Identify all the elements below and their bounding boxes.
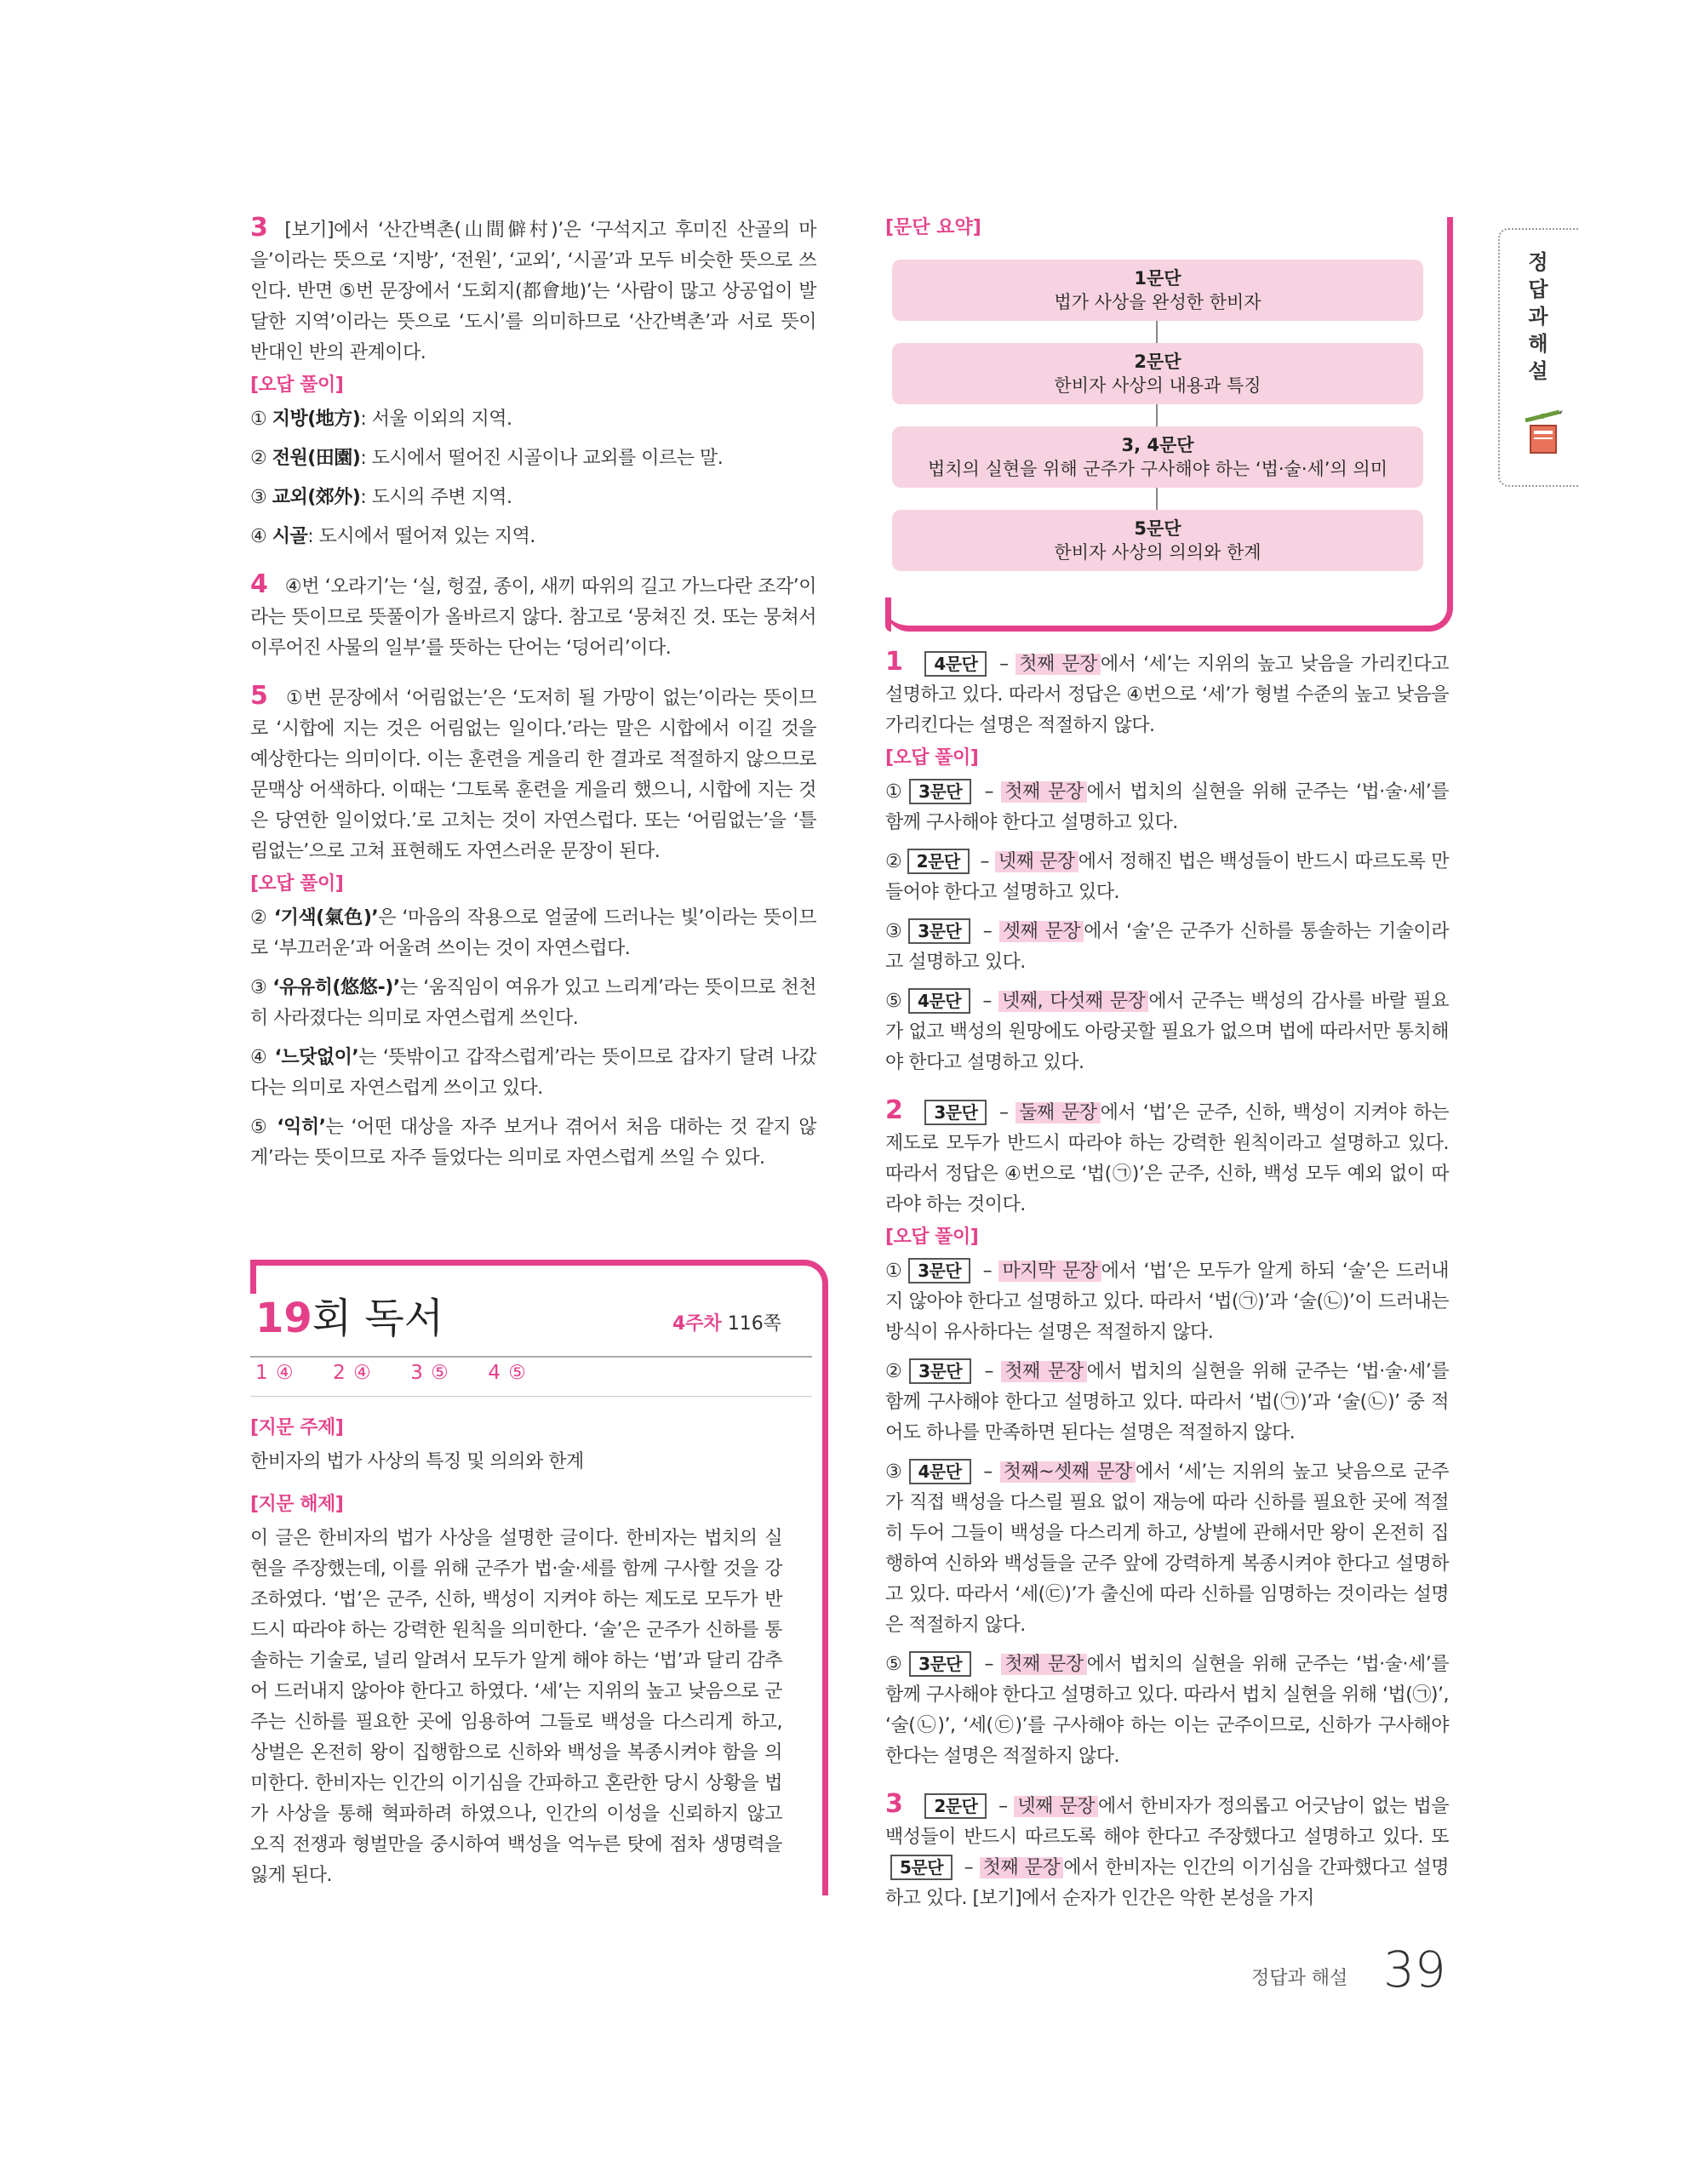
wrong-answer-item [250,404,816,435]
choice-number: ② [250,448,267,469]
term: 지방(地方) [272,409,361,430]
section-title: 회 독서 [312,1295,444,1342]
question-text: 에서 한비자는 인간의 이기심을 간파했다고 설명하고 있다. [보기]에서 순자가 인간은 악한 본성을 가지 [885,1857,1449,1909]
question-number: 3 [885,1789,903,1819]
summary-box-text: 법가 사상을 완성한 한비자 [1054,292,1262,312]
wrong-answer-label: [오답 풀이] [885,747,979,769]
sentence-highlight: 마지막 문장 [998,1261,1101,1282]
divider [250,1396,812,1397]
question-text: 에서 ‘세’는 지위의 높고 낮음을 가리킨다고 설명하고 있다. 따라서 정답은 ④번으로 ‘세’가 형벌 수준의 높고 낮음을 가리킨다는 설명은 적절하지 않다. [885,654,1449,736]
question-number: 2 [885,1095,903,1125]
summary-box [892,260,1423,321]
choice-number: ② [885,851,902,872]
wrong-answer-item [250,443,816,474]
sentence-highlight: 첫째~셋째 문장 [1000,1461,1136,1483]
item-text: 에서 ‘술’은 군주가 신하를 통솔하는 기술이라고 설명하고 있다. [885,921,1449,973]
summary-box-title: 2문단 [1134,352,1181,372]
wrong-answer-item: ② 2문단 – 넷째 문장 에서 정해진 법은 백성들이 반드시 따르도록 만들어야 한다고 설명하고 있다. [885,847,1449,908]
term-description: : 서울 이외의 지역. [360,409,512,430]
wrong-answer-item: ③ 3문단 – 셋째 문장 에서 ‘술’은 군주가 신하를 통솔하는 기술이라고 설명하고 있다. [885,917,1449,978]
paragraph-tag: 3문단 [908,1258,970,1284]
book-pencil-icon [1522,407,1563,455]
summary-box [892,343,1423,404]
question-text: ④번 ‘오라기’는 ‘실, 헝겊, 종이, 새끼 따위의 길고 가느다란 조각’이라는 뜻이므로 뜻풀이가 올바르지 않다. 참고로 ‘뭉쳐진 것. 또는 뭉쳐서 이루어진 사물의 일부’를 뜻하는 단어는 ‘덩어리’이다. [250,576,816,659]
question-2-explanation: 2 3문단 – 둘째 문장 에서 ‘법’은 군주, 신하, 백성이 지켜야 하는 제도로 모두가 반드시 따라야 하는 강력한 원칙이라고 설명하고 있다. 따라서 정답은 ④번으로 ‘법(㉠)’은 군주, 신하, 백성 모두 예외 없이 따라야 하는 것이다. [오답 풀이] ① 3문단 – 마지막 문장 에서 ‘법’은 모두가 알게 하되 ‘술’은 드러내지 않아야 한다고 설명하고 있다. 따라서 ‘법(㉠)’과 ‘술(㉡)’이 드러내는 방식이 유사하다는 설명은 적절하지 않다. ② 3문단 – 첫째 문장 에서 법치의 실현을 위해 군주는 ‘법·술·세’를 함께 구사해야 한다고 설명하고 있다. 따라서 ‘법(㉠)’과 ‘술(㉡)’ 중 적어도 하나를 만족하면 된다는 설명은 적절하지 않다. ③ 4문단 – 첫째~셋째 문장 에서 ‘세’는 지위의 높고 낮음으로 군주가 직접 백성을 다스릴 필요 없이 재능에 따라 신하를 필요한 곳에 적절히 두어 그들이 백성을 다스리게 하고, 상벌에 관해서만 왕이 온전히 집행하여 신하와 백성들을 군주 앞에 강력하게 복종시켜야 한다고 설명하고 있다. 따라서 ‘세(㉢)’가 출신에 따라 신하를 임명하는 것이라는 설명은 적절하지 않다. ⑤ 3문단 – 첫째 문장 에서 법치의 실현을 위해 군주는 ‘법·술·세’를 함께 구사해야 한다고 설명하고 있다. 따라서 법치 실현을 위해 ‘법(㉠)’, ‘술(㉡)’, ‘세(㉢)’를 구사해야 하는 이는 군주이므로, 신하가 구사해야 한다는 설명은 적절하지 않다. [885,1095,1449,1772]
term-description: : 도시에서 떨어져 있는 지역. [307,526,535,547]
section-number: 19 [255,1295,312,1342]
summary-box [892,426,1423,488]
paragraph-tag: 3문단 [908,918,970,944]
wrong-answer-item [250,1112,816,1174]
question-number: 1 [885,647,903,677]
connector-line [1156,404,1158,426]
paragraph-tag: 2문단 [924,1793,987,1819]
choice-number: ② [885,1361,905,1382]
sentence-highlight: 넷째, 다섯째 문장 [998,991,1148,1012]
right-column [885,647,1449,1931]
summary-label: [문단 요약] [885,217,981,238]
term: 시골 [272,526,308,547]
term-description: 는 ‘어떤 대상을 자주 보거나 겪어서 처음 대하는 것 같지 않게’라는 뜻이므로 자주 들었다는 의미로 자연스럽게 쓰일 수 있다. [250,1117,816,1169]
question-1-explanation: 1 4문단 – 첫째 문장 에서 ‘세’는 지위의 높고 낮음을 가리킨다고 설명하고 있다. 따라서 정답은 ④번으로 ‘세’가 형벌 수준의 높고 낮음을 가리킨다는 설명은 적절하지 않다. [오답 풀이] ① 3문단 – 첫째 문장 에서 법치의 실현을 위해 군주는 ‘법·술·세’를 함께 구사해야 한다고 설명하고 있다. ② 2문단 – 넷째 문장 에서 정해진 법은 백성들이 반드시 따르도록 만들어야 한다고 설명하고 있다. ③ 3문단 – 셋째 문장 에서 ‘술’은 군주가 신하를 통솔하는 기술이라고 설명하고 있다. ⑤ 4문단 – 넷째, 다섯째 문장 에서 군주는 백성의 감사를 바랄 필요가 없고 백성의 원망에도 아랑곳할 필요가 없으며 법에 따라서만 통치해야 한다고 설명하고 있다. [885,647,1449,1078]
question-4-explanation [250,569,816,664]
term-description: 는 ‘뜻밖이고 갑작스럽게’라는 뜻이므로 갑자기 달려 나갔다는 의미로 자연스럽게 쓰이고 있다. [250,1047,816,1099]
page-reference: 116쪽 [727,1313,782,1335]
sentence-highlight: 첫째 문장 [1001,781,1086,803]
paragraph-tag: 3문단 [924,1100,987,1125]
question-number: 3 [250,213,268,243]
question-number: 4 [250,569,268,599]
wrong-answer-item [250,1043,816,1104]
choice-number: ① [885,781,905,803]
section-19-heading [255,1285,443,1344]
question-text: 에서 ‘법’은 군주, 신하, 백성이 지켜야 하는 제도로 모두가 반드시 따라야 하는 강력한 원칙이라고 설명하고 있다. 따라서 정답은 ④번으로 ‘법(㉠)’은 군주, 신하, 백성 모두 예외 없이 따라야 하는 것이다. [885,1102,1449,1215]
item-text: 에서 법치의 실현을 위해 군주는 ‘법·술·세’를 함께 구사해야 한다고 설명하고 있다. 따라서 ‘법(㉠)’과 ‘술(㉡)’ 중 적어도 하나를 만족하면 된다는 설명은 적절하지 않다. [885,1361,1449,1444]
page-number: 39 [1383,1941,1446,1998]
summary-box-title: 3, 4문단 [1121,435,1194,455]
analysis-text: 이 글은 한비자의 법가 사상을 설명한 글이다. 한비자는 법치의 실현을 주장했는데, 이를 위해 군주가 법·술·세를 함께 구사할 것을 강조하였다. ‘법’은 군주, 신하, 백성이 지켜야 하는 제도로 모두가 반드시 따라야 하는 강력한 원칙을 의미한다. ‘술’은 군주가 신하를 통솔하는 기술로, 널리 알려서 모두가 알게 해야 하는 ‘법’과 달리 감추어 드러내지 않아야 한다고 하였다. ‘세’는 지위의 높고 낮음으로 군주는 신하를 필요한 곳에 임용하여 그들로 백성을 다스리게 하고, 상벌은 온전히 왕이 집행함으로 신하와 백성을 복종시켜야 함을 의미한다. 한비자는 인간의 이기심을 간파하고 혼란한 당시 상황을 법가 사상을 통해 혁파하려 하였으나, 인간의 이성을 신뢰하지 않고 오직 전쟁과 형벌만을 중시하여 백성을 억누른 탓에 점차 생명력을 잃게 된다. [250,1528,782,1886]
choice-number: ③ [885,921,904,942]
summary-box-title: 1문단 [1134,268,1181,289]
wrong-answer-item: ③ 4문단 – 첫째~셋째 문장 에서 ‘세’는 지위의 높고 낮음으로 군주가 직접 백성을 다스릴 필요 없이 재능에 따라 신하를 필요한 곳에 적절히 두어 그들이 백성을 다스리게 하고, 상벌에 관해서만 왕이 온전히 집행하여 신하와 백성들을 군주 앞에 강력하게 복종시켜야 한다고 설명하고 있다. 따라서 ‘세(㉢)’가 출신에 따라 신하를 임명하는 것이라는 설명은 적절하지 않다. [885,1457,1449,1641]
term: 전원(田園) [272,448,361,469]
topic-label: [지문 주제] [250,1417,344,1438]
paragraph-tag: 4문단 [909,1459,971,1484]
left-column [250,213,816,1191]
choice-number: ④ [250,526,267,547]
term: ‘느닷없이’ [274,1047,359,1068]
term: ‘유유히(悠悠-)’ [272,977,400,998]
side-tab-label: 정답과해설 [1528,250,1548,383]
question-3-explanation [250,213,816,552]
sentence-highlight: 첫째 문장 [1001,1654,1086,1675]
wrong-answer-label: [오답 풀이] [250,873,344,895]
summary-box-title: 5문단 [1134,518,1181,539]
question-5-explanation [250,681,816,1174]
summary-box-text: 법치의 실현을 위해 군주가 구사해야 하는 ‘법·술·세’의 의미 [927,459,1387,479]
paragraph-tag: 4문단 [908,988,970,1014]
sentence-highlight: 둘째 문장 [1015,1102,1101,1123]
choice-number: ⑤ [250,1117,269,1138]
week-label: 4주차 [672,1313,722,1335]
paragraph-tag: 5문단 [890,1855,953,1880]
term: ‘익히’ [277,1117,326,1138]
question-number: 5 [250,681,268,711]
choice-number: ① [885,1261,904,1282]
wrong-answer-item [250,903,816,964]
choice-number: ① [250,409,267,430]
term-description: : 도시의 주변 지역. [360,487,512,508]
choice-number: ⑤ [885,1654,905,1675]
summary-box-text: 한비자 사상의 의의와 한계 [1054,542,1262,563]
section-19-body [250,1411,782,1891]
sentence-highlight: 넷째 문장 [995,851,1078,872]
paragraph-tag: 4문단 [924,651,987,677]
sentence-highlight: 넷째 문장 [1014,1796,1098,1817]
paragraph-tag: 3문단 [909,1651,971,1677]
item-text: 에서 ‘법’은 모두가 알게 하되 ‘술’은 드러내지 않아야 한다고 설명하고 있다. 따라서 ‘법(㉠)’과 ‘술(㉡)’이 드러내는 방식이 유사하다는 설명은 적절하지 않다. [885,1261,1449,1343]
summary-box [892,510,1423,571]
term-description: 는 ‘움직임이 여유가 있고 느리게’라는 뜻이므로 천천히 사라졌다는 의미로 자연스럽게 쓰인다. [250,977,816,1029]
sentence-highlight: 첫째 문장 [1015,654,1101,675]
question-3-explanation: 3 2문단 – 넷째 문장 에서 한비자가 정의롭고 어긋남이 없는 법을 백성들이 반드시 따르도록 해야 한다고 주장했다고 설명하고 있다. 또 5문단 – 첫째 문장 에서 한비자는 인간의 이기심을 간파했다고 설명하고 있다. [보기]에서 순자가 인간은 악한 본성을 가지 [885,1789,1449,1909]
term-description: 은 ‘마음의 작용으로 얼굴에 드러나는 빛’이라는 뜻이므로 ‘부끄러운’과 어울려 쓰이는 것이 자연스럽다. [250,907,816,959]
analysis-label: [지문 해제] [250,1494,344,1515]
sentence-highlight: 첫째 문장 [1001,1361,1086,1382]
choice-number: ③ [885,1461,904,1483]
choice-number: ② [250,907,268,929]
connector-line [1156,321,1158,343]
item-text: 에서 ‘세’는 지위의 높고 낮음으로 군주가 직접 백성을 다스릴 필요 없이 재능에 따라 신하를 필요한 곳에 적절히 두어 그들이 백성을 다스리게 하고, 상벌에 관해서만 왕이 온전히 집행하여 신하와 백성들을 군주 앞에 강력하게 복종시켜야 한다고 설명하고 있다. 따라서 ‘세(㉢)’가 출신에 따라 신하를 임명하는 것이라는 설명은 적절하지 않다. [885,1461,1449,1636]
item-text: 에서 법치의 실현을 위해 군주는 ‘법·술·세’를 함께 구사해야 한다고 설명하고 있다. [885,781,1449,833]
item-text: 에서 정해진 법은 백성들이 반드시 따르도록 만들어야 한다고 설명하고 있다. [885,851,1449,903]
wrong-answer-label: [오답 풀이] [885,1226,979,1248]
term: 교외(郊外) [272,487,361,508]
paragraph-tag: 2문단 [907,849,970,874]
wrong-answer-item [250,483,816,513]
sentence-highlight: 첫째 문장 [980,1857,1064,1878]
wrong-answer-item [250,973,816,1034]
choice-number: ③ [250,487,267,508]
question-text: ①번 문장에서 ‘어림없는’은 ‘도저히 될 가망이 없는’이라는 뜻이므로 ‘시합에 지는 것은 어림없는 일이다.’라는 말은 시합에서 이길 것을 예상한다는 의미이다. 이는 훈련을 게을리 한 결과로 적절하지 않으므로 문맥상 어색하다. 이때는 ‘그토록 훈련을 게을리 했으니, 시합에 지는 것은 당연한 일이었다.’로 고치는 것이 자연스럽다. 또는 ‘어림없는’을 ‘틀림없는’으로 고쳐 표현해도 자연스러운 문장이 된다. [250,688,816,862]
wrong-answer-item: ⑤ 4문단 – 넷째, 다섯째 문장 에서 군주는 백성의 감사를 바랄 필요가 없고 백성의 원망에도 아랑곳할 필요가 없으며 법에 따라서만 통치해야 한다고 설명하고 있다. [885,986,1449,1078]
wrong-answer-item: ① 3문단 – 첫째 문장 에서 법치의 실현을 위해 군주는 ‘법·술·세’를 함께 구사해야 한다고 설명하고 있다. [885,777,1449,838]
paragraph-tag: 3문단 [909,779,971,804]
sentence-highlight: 셋째 문장 [999,921,1084,942]
footer-label: 정답과 해설 [1251,1968,1348,1989]
paragraph-tag: 3문단 [909,1358,971,1384]
choice-number: ④ [250,1047,268,1068]
summary-box-text: 한비자 사상의 내용과 특징 [1054,375,1262,396]
choice-number: ③ [250,977,267,998]
wrong-answer-item: ⑤ 3문단 – 첫째 문장 에서 법치의 실현을 위해 군주는 ‘법·술·세’를 함께 구사해야 한다고 설명하고 있다. 따라서 법치 실현을 위해 ‘법(㉠)’, ‘술(㉡)’, ‘세(㉢)’를 구사해야 하는 이는 군주이므로, 신하가 구사해야 한다는 설명은 적절하지 않다. [885,1649,1449,1772]
wrong-answer-label: [오답 풀이] [250,374,344,396]
connector-line [1156,488,1158,510]
term-description: : 도시에서 떨어진 시골이나 교외를 이르는 말. [360,448,724,469]
answer-key: 1 ④ 2 ④ 3 ⑤ 4 ⑤ [255,1362,526,1384]
week-reference [672,1309,781,1335]
wrong-answer-item: ① 3문단 – 마지막 문장 에서 ‘법’은 모두가 알게 하되 ‘술’은 드러내지 않아야 한다고 설명하고 있다. 따라서 ‘법(㉠)’과 ‘술(㉡)’이 드러내는 방식이 유사하다는 설명은 적절하지 않다. [885,1256,1449,1348]
divider [250,1356,812,1358]
question-text: [보기]에서 ‘산간벽촌(山間僻村)’은 ‘구석지고 후미진 산골의 마을’이라는 뜻으로 ‘지방’, ‘전원’, ‘교외’, ‘시골’과 모두 비슷한 뜻으로 쓰인다. 반면 ⑤번 문장에서 ‘도회지(都會地)’는 ‘사람이 많고 상공업이 발달한 지역’이라는 뜻으로 ‘도시’를 의미하므로 ‘산간벽촌’과 서로 뜻이 반대인 반의 관계이다. [250,220,816,363]
wrong-answer-item [250,522,816,552]
question-text: 에서 한비자가 정의롭고 어긋남이 없는 법을 백성들이 반드시 따르도록 해야 한다고 주장했다고 설명하고 있다. 또 [885,1796,1449,1848]
wrong-answer-item: ② 3문단 – 첫째 문장 에서 법치의 실현을 위해 군주는 ‘법·술·세’를 함께 구사해야 한다고 설명하고 있다. 따라서 ‘법(㉠)’과 ‘술(㉡)’ 중 적어도 하나를 만족하면 된다는 설명은 적절하지 않다. [885,1357,1449,1449]
term: ‘기색(氣色)’ [273,907,379,929]
item-text: 에서 법치의 실현을 위해 군주는 ‘법·술·세’를 함께 구사해야 한다고 설명하고 있다. 따라서 법치 실현을 위해 ‘법(㉠)’, ‘술(㉡)’, ‘세(㉢)’를 구사해야 하는 이는 군주이므로, 신하가 구사해야 한다는 설명은 적절하지 않다. [885,1654,1449,1767]
topic-text: 한비자의 법가 사상의 특징 및 의의와 한계 [250,1451,584,1472]
item-text: 에서 군주는 백성의 감사를 바랄 필요가 없고 백성의 원망에도 아랑곳할 필요가 없으며 법에 따라서만 통치해야 한다고 설명하고 있다. [885,991,1449,1073]
choice-number: ⑤ [885,991,903,1012]
